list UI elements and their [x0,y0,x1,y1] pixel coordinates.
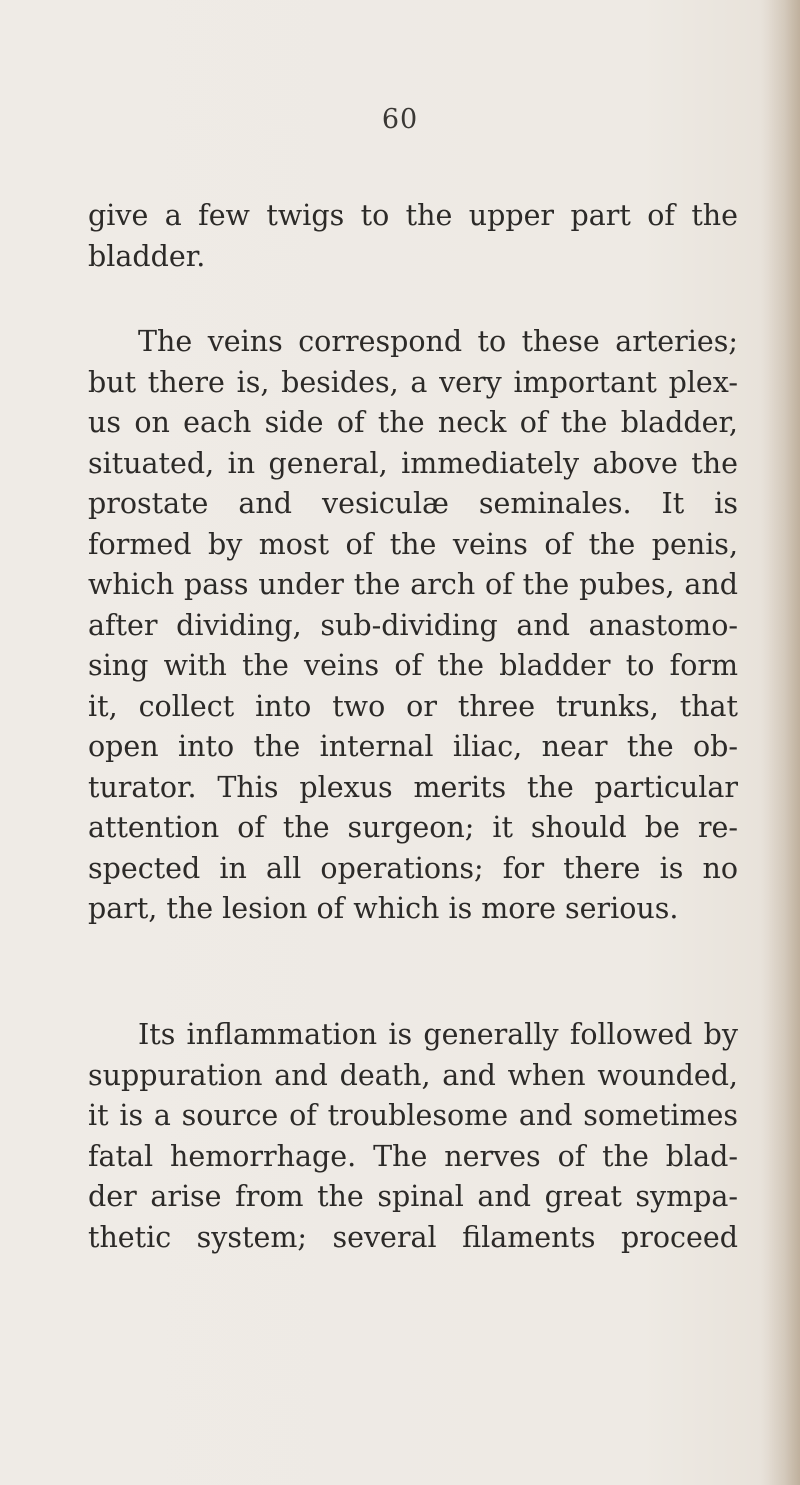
text-line: formed by most of the veins of the penis, [88,527,738,561]
page-number: 60 [381,104,419,135]
text-line: turator. This plexus merits the particular [88,770,738,804]
text-line: suppuration and death, and when wounded, [88,1058,738,1092]
text-line: prostate and vesiculæ seminales. It is [88,487,738,520]
text-line: sing with the veins of the bladder to form [88,649,738,682]
text-line: Its inflammation is generally followed by [138,1018,738,1051]
text-line: it, collect into two or three trunks, that [88,689,738,723]
text-line: bladder. [88,239,206,273]
text-line: which pass under the arch of the pubes, and [88,568,738,601]
text-line: but there is, besides, a very important plex- [88,365,738,399]
text-line: fatal hemorrhage. The nerves of the blad- [88,1139,738,1173]
page-edge-shadow [760,0,800,1485]
text-line: der arise from the spinal and great sympa- [88,1180,738,1213]
text-line: after dividing, sub-dividing and anastomo- [88,608,738,642]
text-line: part, the lesion of which is more serious. [88,892,679,925]
text-line: it is a source of troublesome and sometimes [88,1099,738,1132]
text-line: thetic system; several filaments proceed [88,1220,738,1254]
text-line: The veins correspond to these arteries; [138,325,738,358]
text-line: situated, in general, immediately above the [88,446,738,480]
text-line: attention of the surgeon; it should be re- [88,811,738,844]
paragraph-2 [88,322,738,930]
text-line: us on each side of the neck of the bladder, [88,406,738,439]
text-line: spected in all operations; for there is no [88,851,738,885]
text-line: give a few twigs to the upper part of the [88,199,738,232]
text-line: open into the internal iliac, near the ob- [88,730,738,763]
paragraph-3 [88,1015,738,1258]
paragraph-1 [88,196,738,277]
